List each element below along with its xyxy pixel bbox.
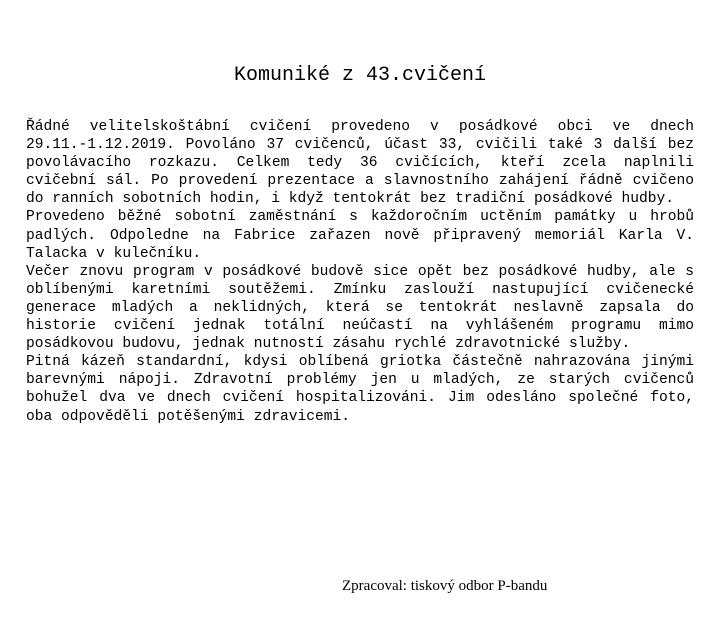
paragraph-4: Pitná kázeň standardní, kdysi oblíbená griotka částečně nahrazována jinými barevnými nápoji. Zdravotní problémy jen u mladých, ze starých cvičenců bohužel dva ve dnech cvičení hospitalizováni. Jim odesláno společné foto, oba odpověděli potěšenými zdravicemi.	[26, 354, 694, 425]
document-body	[26, 118, 694, 426]
document-title: Komuniké z 43.cvičení	[233, 64, 487, 87]
paragraph-2: Provedeno běžné sobotní zaměstnání s každoročním uctěním památky u hrobů padlých. Odpoledne na Fabrice zařazen nově připravený memoriál Karla V. Talacka v kulečníku.	[26, 209, 694, 262]
paragraph-3: Večer znovu program v posádkové budově sice opět bez posádkové hudby, ale s oblíbenými karetními soutěžemi. Zmínku zaslouží nastupující cvičenecké generace mladých a neklidných, která se tentokrát neslavně zapsala do historie cvičení jednak totální neúčastí na vyhlášeném programu mimo posádkovou budovu, jednak nutností zásahu rychlé zdravotnické služby.	[26, 263, 694, 353]
paragraph-1: Řádné velitelskoštábní cvičení provedeno v posádkové obci ve dnech 29.11.-1.12.2019. Povoláno 37 cvičenců, účast 33, cvičili také 3 další bez povolávacího rozkazu. Celkem tedy 36 cvičících, kteří zcela naplnili cvičební sál. Po provedení prezentace a slavnostního zahájení řádně cvičeno do ranních sobotních hodin, i když tentokrát bez tradiční posádkové hudby.	[26, 119, 694, 208]
signature-line: Zpracoval: tiskový odbor P-bandu	[342, 578, 548, 594]
